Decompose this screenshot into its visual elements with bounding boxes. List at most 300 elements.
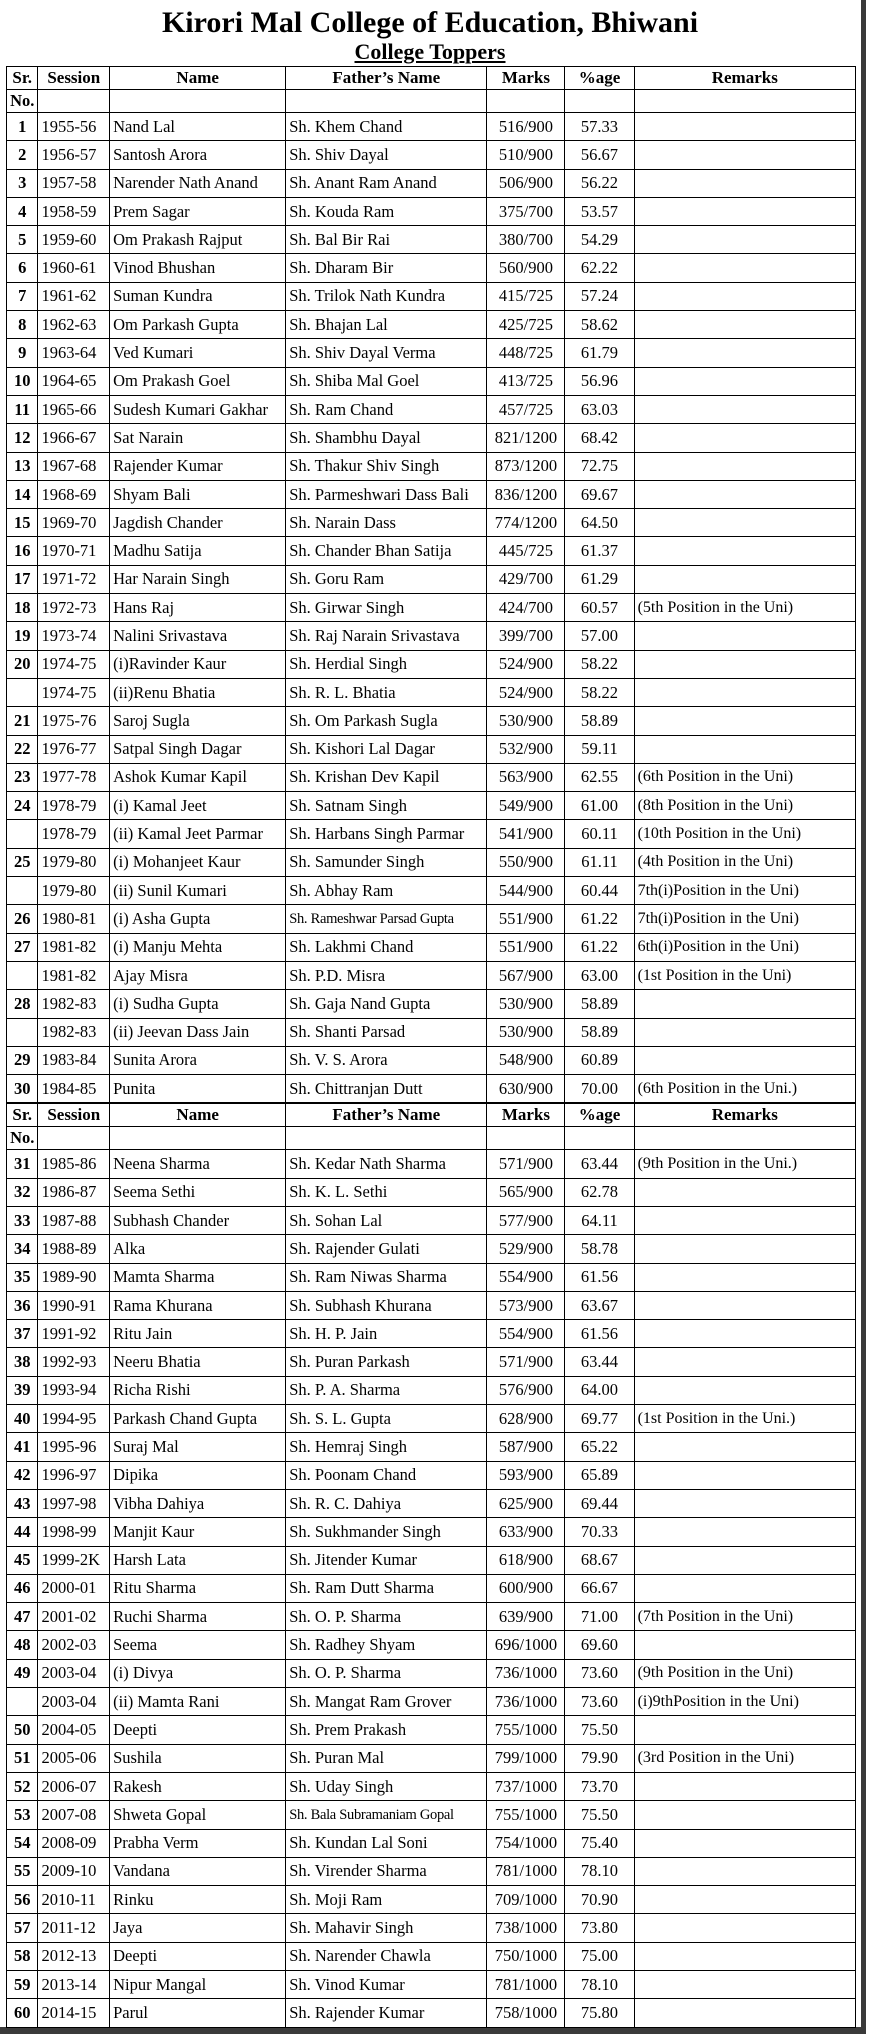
cell-father-name: Sh. O. P. Sharma	[286, 1603, 487, 1631]
cell-percentage: 75.50	[565, 1801, 634, 1829]
cell-percentage: 72.75	[565, 452, 634, 480]
cell-percentage: 69.44	[565, 1489, 634, 1517]
cell-remarks: (9th Position in the Uni)	[634, 1659, 855, 1687]
cell-sr-no: 18	[7, 594, 38, 622]
cell-sr-no: 14	[7, 480, 38, 508]
cell-sr-no: 53	[7, 1801, 38, 1829]
cell-percentage: 75.80	[565, 1999, 634, 2027]
cell-remarks	[634, 1886, 855, 1914]
cell-session: 1970-71	[38, 537, 110, 565]
cell-marks: 573/900	[487, 1291, 565, 1319]
cell-name: Suman Kundra	[110, 282, 286, 310]
table-row	[7, 169, 856, 197]
header-pct: %age	[565, 1103, 634, 1127]
cell-marks: 551/900	[487, 933, 565, 961]
cell-remarks	[634, 1206, 855, 1234]
cell-remarks: (4th Position in the Uni)	[634, 848, 855, 876]
cell-session: 1995-96	[38, 1433, 110, 1461]
document-page	[3, 0, 857, 2028]
cell-sr-no: 33	[7, 1206, 38, 1234]
table-row	[7, 311, 856, 339]
cell-session: 2003-04	[38, 1688, 110, 1716]
cell-name: Jagdish Chander	[110, 509, 286, 537]
cell-remarks	[634, 1829, 855, 1857]
table-row	[7, 1348, 856, 1376]
cell-father-name: Sh. Bala Subramaniam Gopal	[286, 1801, 487, 1829]
cell-marks: 415/725	[487, 282, 565, 310]
cell-name: Manjit Kaur	[110, 1518, 286, 1546]
cell-remarks	[634, 1518, 855, 1546]
cell-percentage: 73.60	[565, 1659, 634, 1687]
cell-percentage: 78.10	[565, 1971, 634, 1999]
cell-name: Om Prakash Rajput	[110, 226, 286, 254]
cell-marks: 565/900	[487, 1178, 565, 1206]
cell-father-name: Sh. Rameshwar Parsad Gupta	[286, 905, 487, 933]
cell-name: (ii) Sunil Kumari	[110, 877, 286, 905]
cell-session: 1959-60	[38, 226, 110, 254]
cell-father-name: Sh. Parmeshwari Dass Bali	[286, 480, 487, 508]
cell-father-name: Sh. Poonam Chand	[286, 1461, 487, 1489]
cell-percentage: 73.60	[565, 1688, 634, 1716]
cell-remarks: (9th Position in the Uni.)	[634, 1150, 855, 1178]
cell-marks: 567/900	[487, 961, 565, 989]
cell-name: (ii) Mamta Rani	[110, 1688, 286, 1716]
cell-sr-no	[7, 678, 38, 706]
cell-name: Seema Sethi	[110, 1178, 286, 1206]
header-empty-cell	[110, 90, 286, 113]
cell-name: Saroj Sugla	[110, 707, 286, 735]
cell-session: 1997-98	[38, 1489, 110, 1517]
cell-father-name: Sh. Girwar Singh	[286, 594, 487, 622]
cell-session: 1971-72	[38, 565, 110, 593]
cell-percentage: 61.11	[565, 848, 634, 876]
cell-session: 1981-82	[38, 961, 110, 989]
cell-father-name: Sh. O. P. Sharma	[286, 1659, 487, 1687]
cell-marks: 600/900	[487, 1574, 565, 1602]
cell-remarks	[634, 1857, 855, 1885]
cell-sr-no: 48	[7, 1631, 38, 1659]
table-row	[7, 1659, 856, 1687]
table-row	[7, 1546, 856, 1574]
cell-session: 1965-66	[38, 395, 110, 423]
table-row	[7, 820, 856, 848]
table-row	[7, 650, 856, 678]
cell-session: 1988-89	[38, 1235, 110, 1263]
cell-sr-no: 17	[7, 565, 38, 593]
cell-name: Dipika	[110, 1461, 286, 1489]
cell-sr-no: 23	[7, 763, 38, 791]
cell-remarks	[634, 1772, 855, 1800]
table-row	[7, 254, 856, 282]
cell-session: 1960-61	[38, 254, 110, 282]
cell-marks: 781/1000	[487, 1857, 565, 1885]
cell-remarks	[634, 367, 855, 395]
table-row	[7, 424, 856, 452]
cell-father-name: Sh. Anant Ram Anand	[286, 169, 487, 197]
cell-remarks	[634, 1291, 855, 1319]
cell-father-name: Sh. H. P. Jain	[286, 1320, 487, 1348]
cell-name: Rinku	[110, 1886, 286, 1914]
table-row	[7, 1857, 856, 1885]
cell-remarks: (6th Position in the Uni.)	[634, 1075, 855, 1104]
cell-name: Shweta Gopal	[110, 1801, 286, 1829]
cell-percentage: 63.00	[565, 961, 634, 989]
cell-father-name: Sh. Ram Chand	[286, 395, 487, 423]
cell-percentage: 68.67	[565, 1546, 634, 1574]
cell-session: 2014-15	[38, 1999, 110, 2027]
cell-father-name: Sh. S. L. Gupta	[286, 1405, 487, 1433]
table-body	[7, 67, 856, 2028]
table-row	[7, 1263, 856, 1291]
cell-father-name: Sh. Raj Narain Srivastava	[286, 622, 487, 650]
cell-father-name: Sh. Chittranjan Dutt	[286, 1075, 487, 1104]
cell-father-name: Sh. Shiv Dayal Verma	[286, 339, 487, 367]
cell-name: Vandana	[110, 1857, 286, 1885]
table-row	[7, 735, 856, 763]
cell-name: Hans Raj	[110, 594, 286, 622]
cell-remarks	[634, 678, 855, 706]
table-row	[7, 452, 856, 480]
cell-father-name: Sh. Abhay Ram	[286, 877, 487, 905]
cell-name: Ajay Misra	[110, 961, 286, 989]
cell-marks: 709/1000	[487, 1886, 565, 1914]
cell-session: 1958-59	[38, 197, 110, 225]
table-row	[7, 339, 856, 367]
cell-sr-no: 47	[7, 1603, 38, 1631]
cell-remarks: (7th Position in the Uni)	[634, 1603, 855, 1631]
cell-marks: 577/900	[487, 1206, 565, 1234]
cell-remarks	[634, 990, 855, 1018]
cell-session: 1964-65	[38, 367, 110, 395]
cell-sr-no: 37	[7, 1320, 38, 1348]
cell-percentage: 73.70	[565, 1772, 634, 1800]
cell-remarks	[634, 1348, 855, 1376]
cell-name: Vibha Dahiya	[110, 1489, 286, 1517]
cell-name: Ritu Sharma	[110, 1574, 286, 1602]
cell-father-name: Sh. Shiv Dayal	[286, 141, 487, 169]
cell-name: Rama Khurana	[110, 1291, 286, 1319]
header-pct: %age	[565, 67, 634, 90]
cell-father-name: Sh. Krishan Dev Kapil	[286, 763, 487, 791]
cell-name: (i) Mohanjeet Kaur	[110, 848, 286, 876]
cell-name: Madhu Satija	[110, 537, 286, 565]
cell-sr-no: 57	[7, 1914, 38, 1942]
cell-percentage: 68.42	[565, 424, 634, 452]
cell-session: 1996-97	[38, 1461, 110, 1489]
cell-percentage: 64.11	[565, 1206, 634, 1234]
cell-session: 2013-14	[38, 1971, 110, 1999]
cell-percentage: 75.40	[565, 1829, 634, 1857]
cell-sr-no	[7, 961, 38, 989]
cell-name: (i) Kamal Jeet	[110, 792, 286, 820]
table-row	[7, 537, 856, 565]
cell-name: Nipur Mangal	[110, 1971, 286, 1999]
cell-marks: 532/900	[487, 735, 565, 763]
cell-percentage: 58.89	[565, 707, 634, 735]
cell-marks: 736/1000	[487, 1688, 565, 1716]
cell-marks: 576/900	[487, 1376, 565, 1404]
cell-father-name: Sh. Chander Bhan Satija	[286, 537, 487, 565]
cell-percentage: 58.89	[565, 990, 634, 1018]
table-header-row-2	[7, 1127, 856, 1150]
cell-percentage: 70.33	[565, 1518, 634, 1546]
cell-remarks	[634, 1263, 855, 1291]
cell-name: Alka	[110, 1235, 286, 1263]
cell-remarks: (10th Position in the Uni)	[634, 820, 855, 848]
cell-remarks: 7th(i)Position in the Uni)	[634, 905, 855, 933]
cell-sr-no: 24	[7, 792, 38, 820]
cell-father-name: Sh. R. C. Dahiya	[286, 1489, 487, 1517]
cell-session: 2003-04	[38, 1659, 110, 1687]
table-row	[7, 480, 856, 508]
cell-sr-no: 22	[7, 735, 38, 763]
cell-name: Mamta Sharma	[110, 1263, 286, 1291]
table-row	[7, 113, 856, 141]
cell-percentage: 61.22	[565, 905, 634, 933]
header-sr: Sr.	[7, 67, 38, 90]
cell-father-name: Sh. Bal Bir Rai	[286, 226, 487, 254]
cell-name: Rakesh	[110, 1772, 286, 1800]
cell-session: 1978-79	[38, 792, 110, 820]
cell-sr-no: 38	[7, 1348, 38, 1376]
cell-name: Sushila	[110, 1744, 286, 1772]
table-row	[7, 1574, 856, 1602]
cell-marks: 696/1000	[487, 1631, 565, 1659]
cell-session: 1979-80	[38, 848, 110, 876]
cell-marks: 755/1000	[487, 1801, 565, 1829]
cell-remarks	[634, 113, 855, 141]
cell-percentage: 62.55	[565, 763, 634, 791]
table-row	[7, 1886, 856, 1914]
cell-father-name: Sh. Lakhmi Chand	[286, 933, 487, 961]
cell-session: 1985-86	[38, 1150, 110, 1178]
cell-marks: 516/900	[487, 113, 565, 141]
cell-session: 1987-88	[38, 1206, 110, 1234]
cell-marks: 738/1000	[487, 1914, 565, 1942]
cell-father-name: Sh. Satnam Singh	[286, 792, 487, 820]
cell-remarks	[634, 424, 855, 452]
cell-percentage: 79.90	[565, 1744, 634, 1772]
table-row	[7, 961, 856, 989]
cell-name: Richa Rishi	[110, 1376, 286, 1404]
cell-marks: 424/700	[487, 594, 565, 622]
cell-sr-no: 51	[7, 1744, 38, 1772]
cell-name: (i) Manju Mehta	[110, 933, 286, 961]
cell-marks: 399/700	[487, 622, 565, 650]
table-header-row-2	[7, 90, 856, 113]
cell-session: 1989-90	[38, 1263, 110, 1291]
table-row	[7, 1999, 856, 2027]
cell-marks: 755/1000	[487, 1716, 565, 1744]
cell-father-name: Sh. Hemraj Singh	[286, 1433, 487, 1461]
table-row	[7, 1801, 856, 1829]
cell-name: (ii) Kamal Jeet Parmar	[110, 820, 286, 848]
cell-remarks	[634, 480, 855, 508]
cell-percentage: 57.00	[565, 622, 634, 650]
cell-sr-no: 26	[7, 905, 38, 933]
table-row	[7, 848, 856, 876]
cell-remarks: 6th(i)Position in the Uni)	[634, 933, 855, 961]
cell-percentage: 63.44	[565, 1348, 634, 1376]
cell-session: 1967-68	[38, 452, 110, 480]
cell-sr-no: 34	[7, 1235, 38, 1263]
table-row	[7, 1631, 856, 1659]
cell-father-name: Sh. Jitender Kumar	[286, 1546, 487, 1574]
cell-session: 1957-58	[38, 169, 110, 197]
cell-session: 2007-08	[38, 1801, 110, 1829]
cell-name: Ritu Jain	[110, 1320, 286, 1348]
cell-father-name: Sh. Subhash Khurana	[286, 1291, 487, 1319]
cell-sr-no: 44	[7, 1518, 38, 1546]
table-row	[7, 1772, 856, 1800]
cell-sr-no: 40	[7, 1405, 38, 1433]
cell-remarks	[634, 452, 855, 480]
cell-marks: 510/900	[487, 141, 565, 169]
table-header-row	[7, 67, 856, 90]
cell-session: 1968-69	[38, 480, 110, 508]
cell-session: 2002-03	[38, 1631, 110, 1659]
table-row	[7, 877, 856, 905]
cell-marks: 781/1000	[487, 1971, 565, 1999]
table-row	[7, 509, 856, 537]
table-row	[7, 763, 856, 791]
cell-sr-no: 12	[7, 424, 38, 452]
cell-sr-no: 6	[7, 254, 38, 282]
cell-sr-no: 35	[7, 1263, 38, 1291]
cell-marks: 736/1000	[487, 1659, 565, 1687]
table-row	[7, 282, 856, 310]
table-row	[7, 1376, 856, 1404]
subtitle-text: College Toppers	[354, 39, 506, 64]
cell-father-name: Sh. Uday Singh	[286, 1772, 487, 1800]
cell-remarks	[634, 1018, 855, 1046]
cell-sr-no	[7, 1688, 38, 1716]
cell-remarks: (6th Position in the Uni)	[634, 763, 855, 791]
cell-session: 1955-56	[38, 113, 110, 141]
cell-percentage: 69.77	[565, 1405, 634, 1433]
cell-father-name: Sh. Dharam Bir	[286, 254, 487, 282]
cell-remarks: (i)9thPosition in the Uni)	[634, 1688, 855, 1716]
cell-name: Prabha Verm	[110, 1829, 286, 1857]
header-remarks: Remarks	[634, 67, 855, 90]
cell-remarks	[634, 254, 855, 282]
cell-sr-no: 5	[7, 226, 38, 254]
table-row	[7, 197, 856, 225]
cell-percentage: 78.10	[565, 1857, 634, 1885]
cell-name: Parkash Chand Gupta	[110, 1405, 286, 1433]
cell-name: Nand Lal	[110, 113, 286, 141]
cell-sr-no	[7, 877, 38, 905]
cell-session: 1999-2K	[38, 1546, 110, 1574]
cell-name: Santosh Arora	[110, 141, 286, 169]
cell-marks: 625/900	[487, 1489, 565, 1517]
cell-remarks: (5th Position in the Uni)	[634, 594, 855, 622]
cell-name: (ii) Jeevan Dass Jain	[110, 1018, 286, 1046]
toppers-table	[6, 66, 856, 2028]
cell-percentage: 58.22	[565, 678, 634, 706]
cell-name: (ii)Renu Bhatia	[110, 678, 286, 706]
header-session: Session	[38, 1103, 110, 1127]
cell-sr-no: 8	[7, 311, 38, 339]
cell-name: Parul	[110, 1999, 286, 2027]
cell-percentage: 63.67	[565, 1291, 634, 1319]
cell-name: Satpal Singh Dagar	[110, 735, 286, 763]
cell-sr-no: 54	[7, 1829, 38, 1857]
cell-marks: 563/900	[487, 763, 565, 791]
table-header-row	[7, 1103, 856, 1127]
cell-name: Suraj Mal	[110, 1433, 286, 1461]
table-row	[7, 1603, 856, 1631]
table-row	[7, 1461, 856, 1489]
cell-sr-no: 30	[7, 1075, 38, 1104]
cell-sr-no	[7, 820, 38, 848]
cell-percentage: 61.56	[565, 1320, 634, 1348]
cell-father-name: Sh. Mangat Ram Grover	[286, 1688, 487, 1716]
cell-sr-no: 31	[7, 1150, 38, 1178]
cell-session: 1976-77	[38, 735, 110, 763]
cell-marks: 758/1000	[487, 1999, 565, 2027]
cell-percentage: 64.00	[565, 1376, 634, 1404]
cell-session: 1980-81	[38, 905, 110, 933]
cell-session: 1975-76	[38, 707, 110, 735]
cell-remarks	[634, 650, 855, 678]
cell-session: 1982-83	[38, 990, 110, 1018]
cell-remarks: (3rd Position in the Uni)	[634, 1744, 855, 1772]
cell-percentage: 65.22	[565, 1433, 634, 1461]
cell-session: 2009-10	[38, 1857, 110, 1885]
cell-marks: 375/700	[487, 197, 565, 225]
cell-remarks	[634, 1801, 855, 1829]
cell-name: Narender Nath Anand	[110, 169, 286, 197]
cell-marks: 425/725	[487, 311, 565, 339]
cell-name: Ved Kumari	[110, 339, 286, 367]
cell-sr-no: 52	[7, 1772, 38, 1800]
cell-marks: 618/900	[487, 1546, 565, 1574]
cell-father-name: Sh. Ram Niwas Sharma	[286, 1263, 487, 1291]
cell-percentage: 69.60	[565, 1631, 634, 1659]
header-name: Name	[110, 1103, 286, 1127]
cell-marks: 560/900	[487, 254, 565, 282]
cell-percentage: 62.22	[565, 254, 634, 282]
cell-session: 1983-84	[38, 1046, 110, 1074]
cell-remarks: (1st Position in the Uni.)	[634, 1405, 855, 1433]
cell-name: Om Prakash Goel	[110, 367, 286, 395]
cell-name: Har Narain Singh	[110, 565, 286, 593]
cell-session: 1984-85	[38, 1075, 110, 1104]
cell-sr-no: 1	[7, 113, 38, 141]
cell-father-name: Sh. Samunder Singh	[286, 848, 487, 876]
cell-father-name: Sh. P. A. Sharma	[286, 1376, 487, 1404]
table-row	[7, 1744, 856, 1772]
cell-remarks	[634, 395, 855, 423]
cell-father-name: Sh. Rajender Kumar	[286, 1999, 487, 2027]
table-row	[7, 367, 856, 395]
header-marks: Marks	[487, 1103, 565, 1127]
cell-percentage: 56.96	[565, 367, 634, 395]
cell-session: 1982-83	[38, 1018, 110, 1046]
cell-marks: 554/900	[487, 1320, 565, 1348]
cell-marks: 799/1000	[487, 1744, 565, 1772]
cell-percentage: 73.80	[565, 1914, 634, 1942]
cell-father-name: Sh. Kedar Nath Sharma	[286, 1150, 487, 1178]
cell-percentage: 56.22	[565, 169, 634, 197]
cell-sr-no: 56	[7, 1886, 38, 1914]
cell-remarks	[634, 1433, 855, 1461]
cell-percentage: 64.50	[565, 509, 634, 537]
cell-percentage: 70.90	[565, 1886, 634, 1914]
table-row	[7, 990, 856, 1018]
header-no: No.	[7, 90, 38, 113]
